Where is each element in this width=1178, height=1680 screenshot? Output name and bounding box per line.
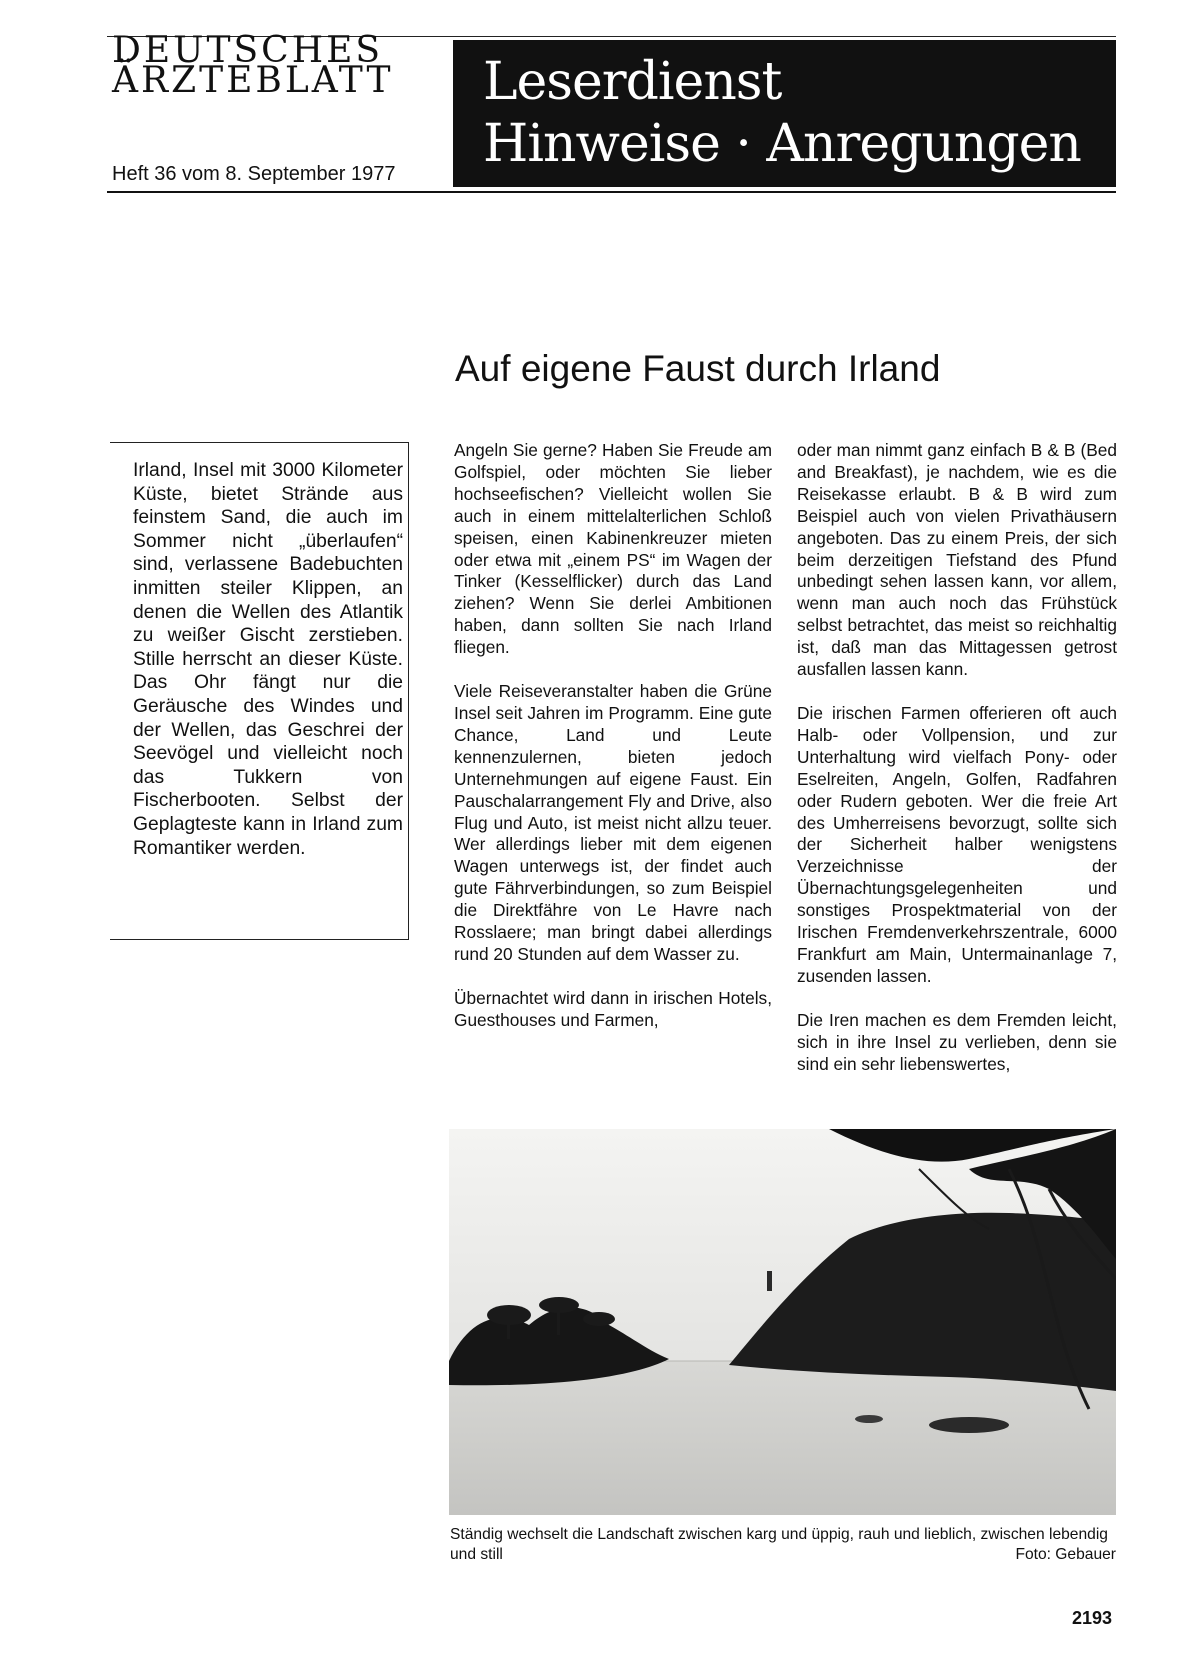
banner-subtitle: Hinweise · Anregungen bbox=[483, 114, 1081, 174]
masthead-bottom-rule bbox=[107, 191, 1116, 193]
landscape-photo bbox=[449, 1129, 1116, 1515]
photo-caption bbox=[450, 1525, 1116, 1564]
paragraph: oder man nimmt ganz einfach B & B (Bed and Breakfast), je nachdem, wie es die Reisekasse erlaubt. B & B wird zum Beispiel auch von vielen Privathäusern angeboten. Das zu einem Preis, der sich beim derzeitigen Tiefstand des Pfund unbedingt sehen lassen kann, vor allem, wenn man auch noch das Frühstück selbst betrachtet, das meist so reichhaltig ist, daß man das Mittagessen getrost ausfallen lassen kann. bbox=[797, 440, 1117, 680]
caption-text: Ständig wechselt die Landschaft zwischen karg und üppig, rauh und lieblich, zwischen lebendig und still bbox=[450, 1526, 1108, 1563]
paragraph: Die irischen Farmen offerieren oft auch Halb- oder Vollpension, und zur Unterhaltung wird vielfach Pony- oder Eselreiten, Angeln, Golfen, Radfahren oder Rudern geboten. Wer die freie Art des Umherreisens bevorzugt, sollte sich der Sicherheit halber wenigstens Verzeichnisse der Übernachtungsgelegenheiten und sonstiges Prospektmaterial von der Irischen Fremdenverkehrszentrale, 6000 Frankfurt am Main, Untermainanlage 7, zusenden lassen. bbox=[797, 702, 1117, 986]
logo-line-2: ÄRZTEBLATT bbox=[112, 60, 394, 101]
paragraph: Viele Reiseveranstalter haben die Grüne Insel seit Jahren im Programm. Eine gute Chance, Land und Leute kennenzulernen, bieten jedoch Unternehmungen auf eigene Faust. Ein Pauschalarrangement Fly and Drive, also Flug und Auto, ist meist nicht allzu teuer. Wer allerdings lieber mit dem eigenen Wagen unterwegs ist, der findet auch gute Fährverbindungen, so zum Beispiel die Direktfähre von Le Havre nach Rosslaere; man bringt dabei allerdings rund 20 Stunden auf dem Wasser zu. bbox=[454, 681, 772, 964]
article-column-1 bbox=[454, 440, 772, 1054]
page-number: 2193 bbox=[1071, 1608, 1112, 1628]
logo-line-1: DEUTSCHES bbox=[112, 30, 384, 71]
article-column-2 bbox=[797, 440, 1117, 1097]
article-title: Auf eigene Faust durch Irland bbox=[455, 348, 941, 389]
paragraph: Übernachtet wird dann in irischen Hotels, Guesthouses und Farmen, bbox=[454, 987, 772, 1030]
paragraph: Die Iren machen es dem Fremden leicht, sich in ihre Insel zu verlieben, denn sie sind ein sehr liebenswertes, bbox=[797, 1009, 1117, 1074]
banner-title: Leserdienst bbox=[483, 52, 782, 112]
sidebar-text: Irland, Insel mit 3000 Kilometer Küste, bietet Strände aus feinstem Sand, die auch im Sommer nicht „überlaufen“ sind, verlassene Badebuchten inmitten steiler Klippen, an denen die Wellen des Atlantik zu weißer Gischt zerstieben. Stille herrscht an dieser Küste. Das Ohr fängt nur die Geräusche des Windes und der Wellen, das Geschrei der Seevögel und vielleicht noch das Tukkern von Fischerbooten. Selbst der Geplagteste kann in Irland zum Romantiker werden. bbox=[133, 460, 403, 859]
issue-date: Heft 36 vom 8. September 1977 bbox=[112, 163, 396, 185]
journal-logo bbox=[112, 30, 394, 101]
paragraph: Angeln Sie gerne? Haben Sie Freude am Golfspiel, oder möchten Sie lieber hochseefischen? Vielleicht wollen Sie auch in einem mittelalterlichen Schloß speisen, einen Kabinenkreuzer mieten oder etwa mit „einem PS“ im Wagen der Tinker (Kesselflicker) durch das Land ziehen? Wenn Sie derlei Ambitionen haben, dann sollten Sie nach Irland fliegen. bbox=[454, 440, 772, 658]
section-banner bbox=[453, 40, 1116, 187]
photo-credit: Foto: Gebauer bbox=[1015, 1546, 1116, 1563]
